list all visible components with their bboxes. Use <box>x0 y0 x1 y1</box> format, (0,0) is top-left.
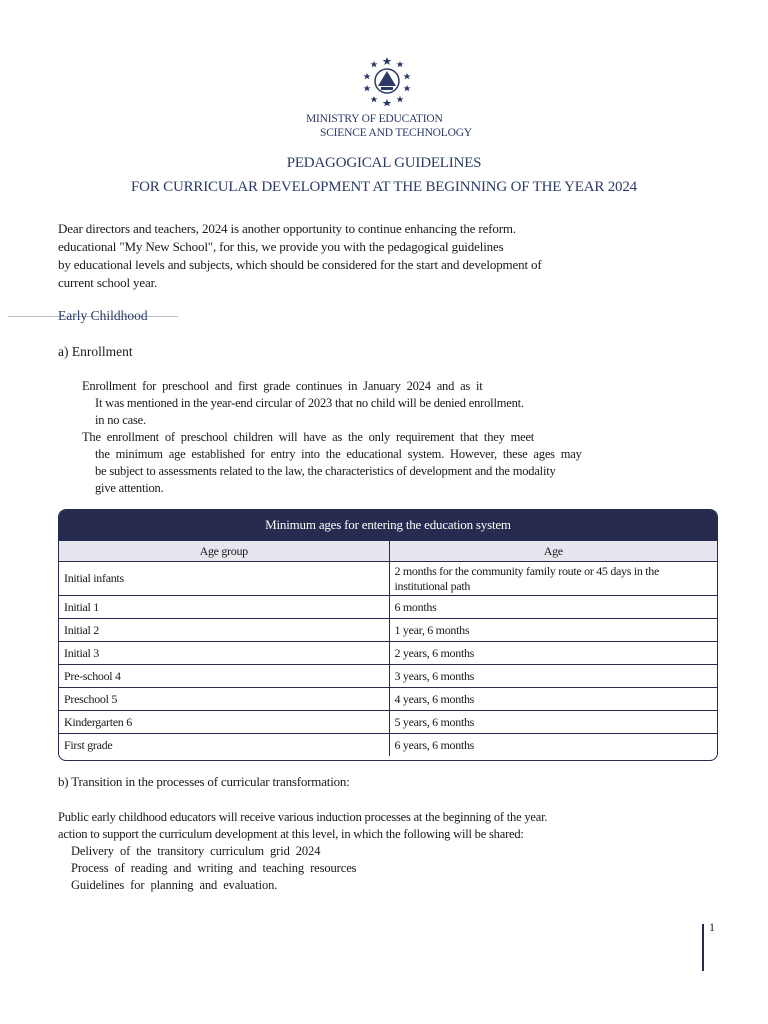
table-row <box>59 734 717 757</box>
age-group-cell: Preschool 5 <box>59 688 389 711</box>
enrollment-paragraph <box>82 378 582 497</box>
age-cell: 4 years, 6 months <box>389 688 717 711</box>
enrollment-line: give attention. <box>95 481 164 495</box>
transition-paragraph <box>58 809 547 843</box>
table-row <box>59 711 717 734</box>
table-header-row <box>59 541 717 562</box>
enrollment-line: in no case. <box>95 413 146 427</box>
column-header-age-group: Age group <box>59 541 389 562</box>
table-row <box>59 665 717 688</box>
page-number-rule <box>702 924 704 971</box>
enrollment-line: be subject to assessments related to the law, the characteristics of development and the modality <box>95 464 556 478</box>
minimum-ages-table <box>58 509 718 761</box>
intro-line: current school year. <box>58 275 158 290</box>
enrollment-heading: a) Enrollment <box>58 344 133 359</box>
ministry-line-1: MINISTRY OF EDUCATION <box>306 113 443 125</box>
document-title-line-1: PEDAGOGICAL GUIDELINES <box>286 155 482 171</box>
table-row <box>59 642 717 665</box>
intro-line: Dear directors and teachers, 2024 is another opportunity to continue enhancing the reform. <box>58 221 516 236</box>
age-group-cell: Initial 3 <box>59 642 389 665</box>
transition-list <box>71 843 356 894</box>
age-group-cell: Initial infants <box>59 562 389 596</box>
intro-line: by educational levels and subjects, which should be considered for the start and development of <box>58 257 542 272</box>
table-row <box>59 562 717 596</box>
column-header-age: Age <box>389 541 717 562</box>
document-title-line-2: FOR CURRICULAR DEVELOPMENT AT THE BEGINNING OF THE YEAR 2024 <box>131 179 637 195</box>
list-item: Process of reading and writing and teaching resources <box>71 861 357 875</box>
intro-paragraph <box>58 220 542 292</box>
age-group-cell: Kindergarten 6 <box>59 711 389 734</box>
age-group-cell: Initial 2 <box>59 619 389 642</box>
age-cell: 2 years, 6 months <box>389 642 717 665</box>
table-title: Minimum ages for entering the education system <box>59 510 717 540</box>
enrollment-line: The enrollment of preschool children will have as the only requirement that they meet <box>82 430 535 444</box>
enrollment-line: the minimum age established for entry into the educational system. However, these ages may <box>95 447 582 461</box>
transition-line: action to support the curriculum development at this level, in which the following will be shared: <box>58 827 524 841</box>
ministry-name <box>306 112 472 140</box>
age-cell: 1 year, 6 months <box>389 619 717 642</box>
age-cell: 5 years, 6 months <box>389 711 717 734</box>
age-cell: 3 years, 6 months <box>389 665 717 688</box>
age-group-cell: First grade <box>59 734 389 757</box>
table-row <box>59 688 717 711</box>
age-cell: 6 months <box>389 596 717 619</box>
age-group-cell: Initial 1 <box>59 596 389 619</box>
age-cell: 6 years, 6 months <box>389 734 717 757</box>
coat-of-arms-icon <box>362 56 412 106</box>
intro-line: educational "My New School", for this, we provide you with the pedagogical guidelines <box>58 239 504 254</box>
enrollment-line: It was mentioned in the year-end circular of 2023 that no child will be denied enrollment. <box>95 396 524 410</box>
ages-table-grid <box>59 540 717 756</box>
section-heading: Early Childhood <box>58 308 148 323</box>
transition-line: Public early childhood educators will receive various induction processes at the beginning of the year. <box>58 810 548 824</box>
page-number: 1 <box>709 920 715 934</box>
table-row <box>59 596 717 619</box>
enrollment-line: Enrollment for preschool and first grade continues in January 2024 and as it <box>82 379 483 393</box>
ministry-line-2: SCIENCE AND TECHNOLOGY <box>320 127 472 139</box>
list-item: Delivery of the transitory curriculum grid 2024 <box>71 844 321 858</box>
table-row <box>59 619 717 642</box>
transition-heading: b) Transition in the processes of curricular transformation: <box>58 774 350 789</box>
age-group-cell: Pre-school 4 <box>59 665 389 688</box>
list-item: Guidelines for planning and evaluation. <box>71 878 278 892</box>
age-cell: 2 months for the community family route or 45 days in the institutional path <box>389 562 717 596</box>
